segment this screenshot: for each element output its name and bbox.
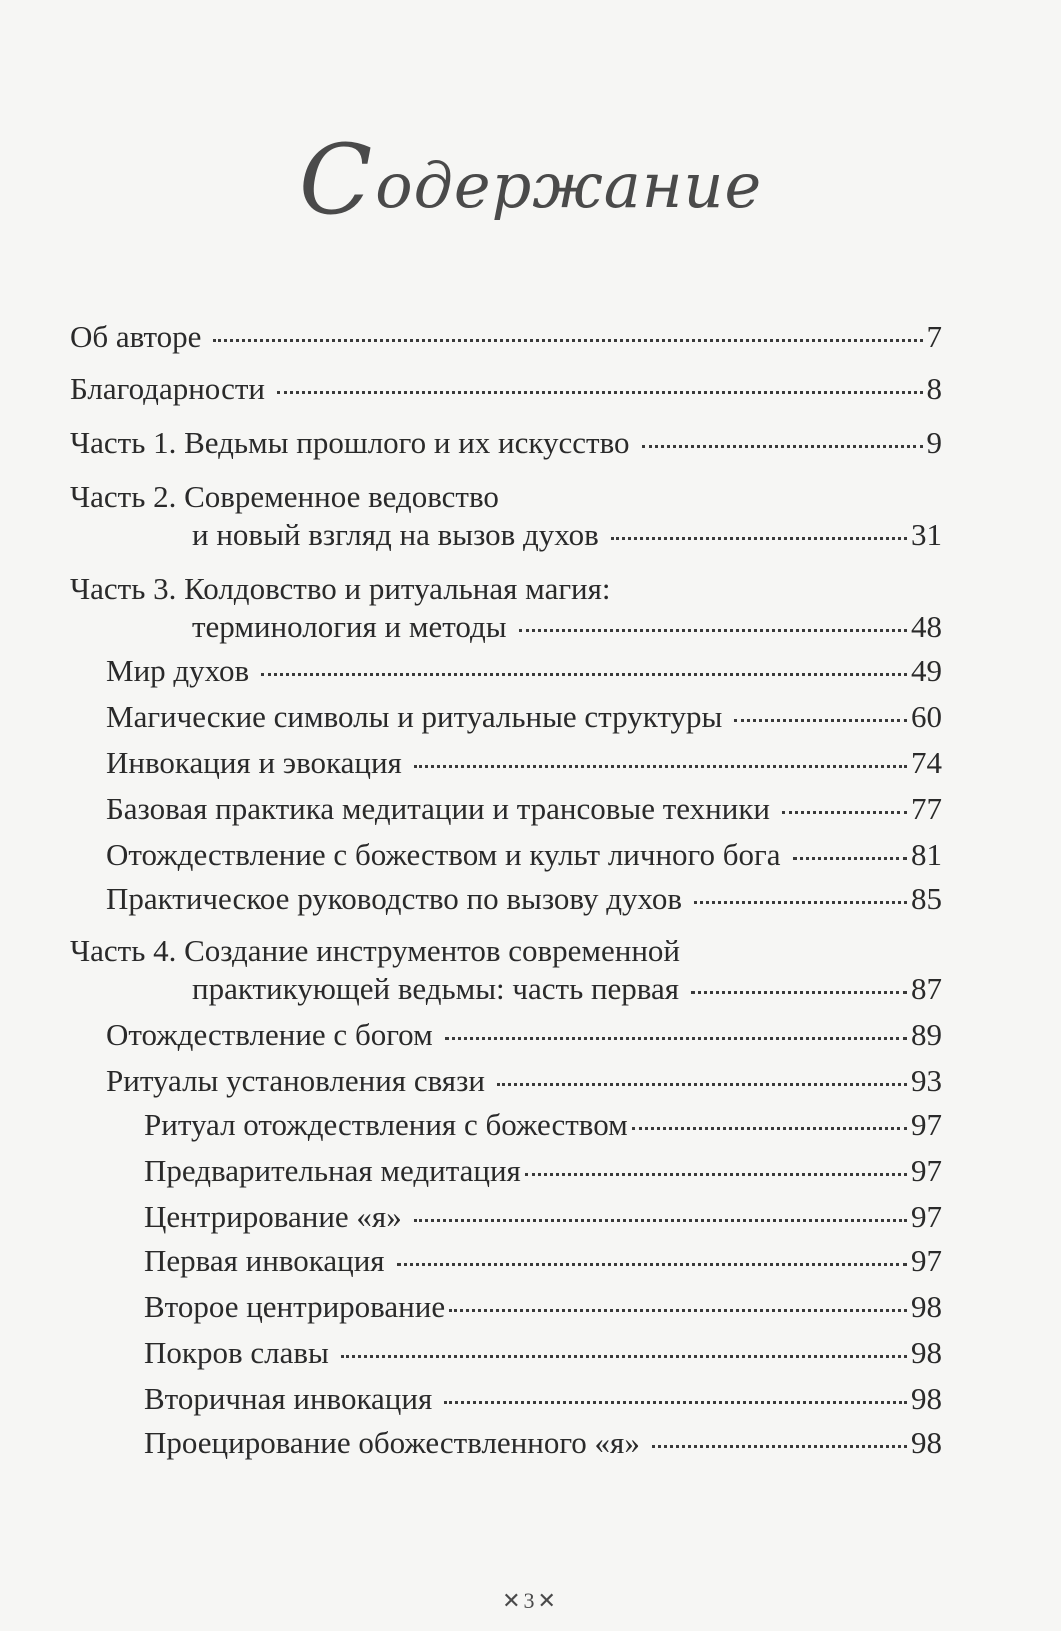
toc-entry-page: 48 xyxy=(911,609,942,644)
toc-entry-label: Ритуал отождествления с божеством xyxy=(144,1107,628,1142)
toc-entry-page: 85 xyxy=(911,881,942,916)
toc-entry xyxy=(144,1424,942,1462)
toc-entry xyxy=(144,1380,942,1418)
toc-entry xyxy=(70,478,942,554)
toc-entry-label: Проецирование обожествленного «я» xyxy=(144,1425,640,1460)
toc-entry-label: Благодарности xyxy=(70,371,265,406)
toc-entry-label: Отождествление с божеством и культ личного бога xyxy=(106,837,781,872)
toc-entry-label: Об авторе xyxy=(70,319,202,354)
dot-leader xyxy=(519,629,907,632)
toc-entry-heading: Часть 3. Колдовство и ритуальная магия: xyxy=(70,571,611,606)
toc-entry-page: 60 xyxy=(911,699,942,734)
dot-leader xyxy=(734,719,907,722)
dot-leader xyxy=(632,1127,907,1130)
toc-entry-page: 97 xyxy=(911,1107,942,1142)
toc-entry-page: 97 xyxy=(911,1243,942,1278)
toc-entry-page: 89 xyxy=(911,1017,942,1052)
dot-leader xyxy=(525,1173,907,1176)
toc-entry-label: и новый взгляд на вызов духов xyxy=(192,517,599,552)
dot-leader xyxy=(694,901,907,904)
page-number xyxy=(0,1588,1061,1614)
toc-entry-label: Ритуалы установления связи xyxy=(106,1063,485,1098)
dot-leader xyxy=(397,1263,907,1266)
toc-entry-label: Второе центрирование xyxy=(144,1289,446,1324)
toc-entry-page: 97 xyxy=(911,1199,942,1234)
toc-entry xyxy=(70,570,942,646)
dot-leader xyxy=(449,1309,907,1312)
toc-entry xyxy=(106,744,942,782)
toc-entry xyxy=(144,1152,942,1190)
toc-entry-page: 87 xyxy=(911,971,942,1006)
dot-leader xyxy=(341,1355,907,1358)
toc-entry-page: 9 xyxy=(926,425,942,460)
toc-entry-label: Базовая практика медитации и трансовые техники xyxy=(106,791,770,826)
toc-entry-label: Отождествление с богом xyxy=(106,1017,433,1052)
toc-entry xyxy=(106,836,942,874)
toc-entry xyxy=(144,1242,942,1280)
dot-leader xyxy=(444,1401,907,1404)
toc-entry xyxy=(106,790,942,828)
toc-entry xyxy=(106,880,942,918)
toc-entry xyxy=(144,1106,942,1144)
toc-entry xyxy=(144,1288,942,1326)
dot-leader xyxy=(793,857,908,860)
toc-entry-label: Часть 1. Ведьмы прошлого и их искусство xyxy=(70,425,630,460)
dot-leader xyxy=(277,391,923,394)
dot-leader xyxy=(691,991,907,994)
folio-ornament-left-icon: ✕ xyxy=(502,1588,524,1613)
toc-entry-label: Покров славы xyxy=(144,1335,329,1370)
toc-entry-page: 93 xyxy=(911,1063,942,1098)
toc-entry-label: терминология и методы xyxy=(192,609,507,644)
toc-entry xyxy=(70,424,942,462)
toc-entry xyxy=(106,652,942,690)
toc-entry xyxy=(144,1334,942,1372)
toc-entry-label: Предварительная медитация xyxy=(144,1153,521,1188)
toc-entry xyxy=(70,370,942,408)
toc-entry xyxy=(70,318,942,356)
toc-entry-page: 49 xyxy=(911,653,942,688)
toc-entry-page: 31 xyxy=(911,517,942,552)
title-initial: С xyxy=(298,124,374,236)
folio-number: 3 xyxy=(523,1588,538,1613)
toc-entry-page: 77 xyxy=(911,791,942,826)
toc-entry-label: практикующей ведьмы: часть первая xyxy=(192,971,680,1006)
toc-entry-page: 98 xyxy=(911,1381,942,1416)
dot-leader xyxy=(642,445,923,448)
toc-entry-heading: Часть 2. Современное ведовство xyxy=(70,479,499,514)
toc-entry-page: 98 xyxy=(911,1289,942,1324)
dot-leader xyxy=(414,1219,907,1222)
toc-entry-label: Центрирование «я» xyxy=(144,1199,402,1234)
toc-entry-page: 97 xyxy=(911,1153,942,1188)
toc-entry-page: 8 xyxy=(926,371,942,406)
toc-entry-page: 98 xyxy=(911,1425,942,1460)
toc-entry-page: 98 xyxy=(911,1335,942,1370)
toc-entry-heading: Часть 4. Создание инструментов современной xyxy=(70,933,681,968)
toc-entry-label: Мир духов xyxy=(106,653,250,688)
dot-leader xyxy=(497,1083,907,1086)
dot-leader xyxy=(445,1037,907,1040)
toc-entry-page: 74 xyxy=(911,745,942,780)
toc-entry-label: Магические символы и ритуальные структуры xyxy=(106,699,723,734)
toc-entry-label: Инвокация и эвокация xyxy=(106,745,402,780)
page-title xyxy=(0,118,1061,236)
toc-entry-page: 81 xyxy=(911,837,942,872)
folio-ornament-right-icon: ✕ xyxy=(537,1588,559,1613)
toc-entry xyxy=(70,932,942,1008)
toc-entry-label: Практическое руководство по вызову духов xyxy=(106,881,682,916)
dot-leader xyxy=(652,1445,907,1448)
toc-entry-page: 7 xyxy=(926,319,942,354)
dot-leader xyxy=(611,537,907,540)
toc-entry xyxy=(106,698,942,736)
toc-entry-label: Вторичная инвокация xyxy=(144,1381,433,1416)
toc-entry-label: Первая инвокация xyxy=(144,1243,385,1278)
toc-entry xyxy=(106,1062,942,1100)
title-rest: одержание xyxy=(375,149,763,222)
toc-entry xyxy=(144,1198,942,1236)
toc-entry xyxy=(106,1016,942,1054)
dot-leader xyxy=(782,811,907,814)
dot-leader xyxy=(213,339,922,342)
dot-leader xyxy=(414,765,907,768)
dot-leader xyxy=(261,673,907,676)
